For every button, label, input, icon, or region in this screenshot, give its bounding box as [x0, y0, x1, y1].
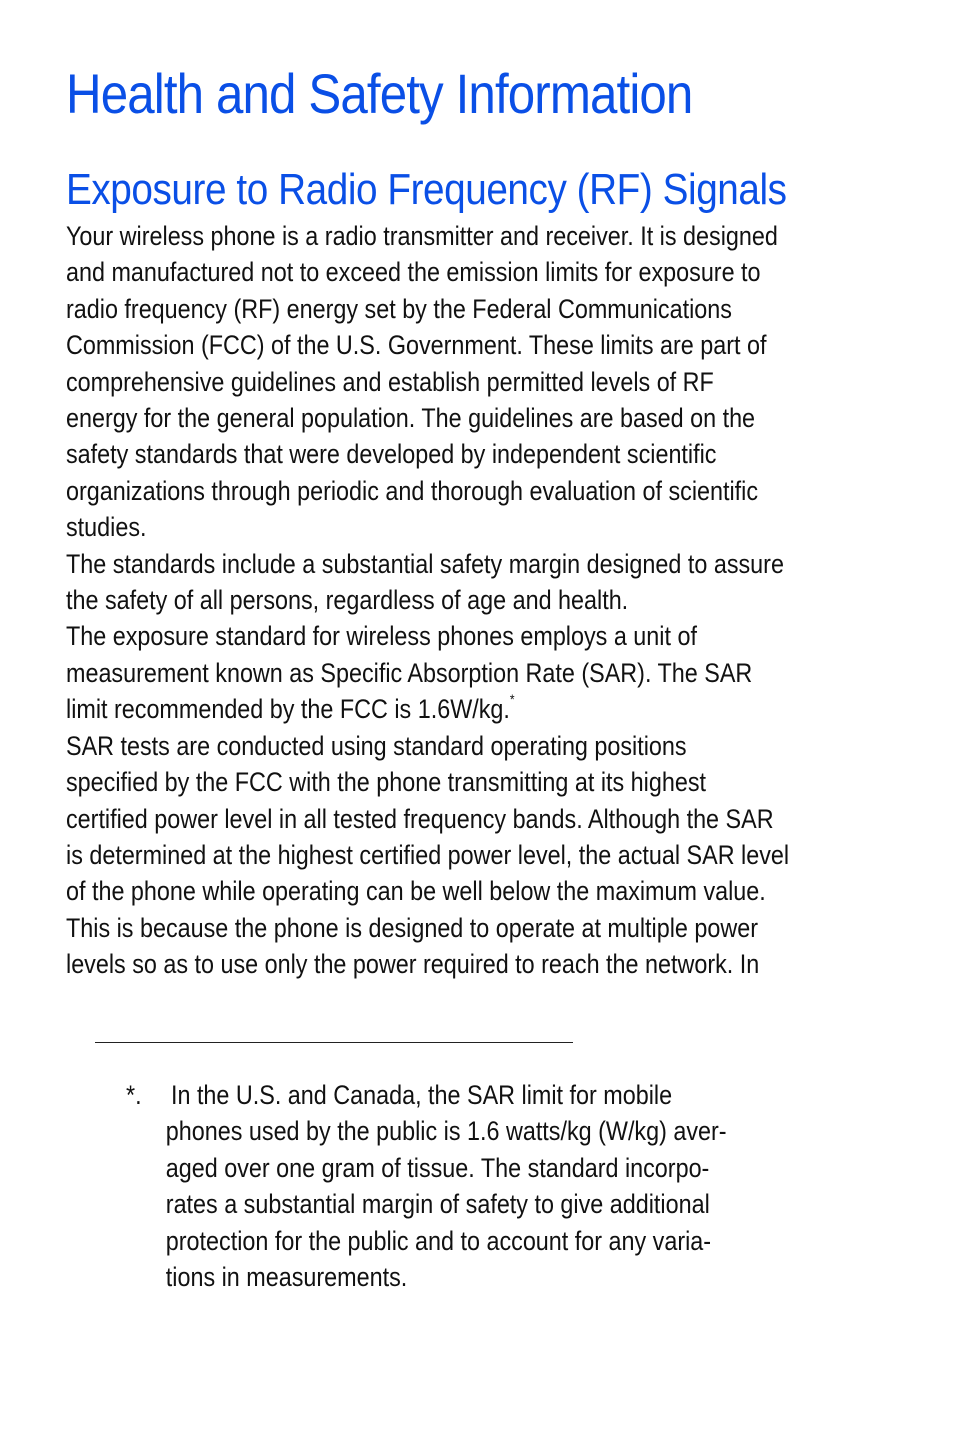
text-line: energy for the general population. The guidelines are based on the [66, 403, 756, 434]
footnote-line: protection for the public and to account for any varia- [165, 1225, 712, 1256]
footnote-first-line [126, 1077, 835, 1113]
footnote-reference: * [509, 691, 515, 708]
text-line: This is because the phone is designed to operate at multiple power [66, 912, 758, 943]
footnote [126, 1077, 835, 1295]
text-line: the safety of all persons, regardless of age and health. [66, 585, 629, 616]
text-line: comprehensive guidelines and establish permitted levels of RF [66, 366, 714, 397]
text-line: studies. [66, 512, 147, 543]
footnote-marker: *. [126, 1080, 142, 1110]
text-line: measurement known as Specific Absorption Rate (SAR). The SAR [66, 657, 753, 688]
footnote-line: In the U.S. and Canada, the SAR limit for mobile [170, 1080, 673, 1110]
text-line: levels so as to use only the power required to reach the network. In [66, 949, 760, 980]
paragraph-sar-standard [66, 618, 862, 727]
text-line: radio frequency (RF) energy set by the Federal Communications [66, 293, 732, 324]
text-line-with-ref [66, 691, 862, 727]
footnote-line: aged over one gram of tissue. The standard incorpo- [165, 1152, 710, 1183]
footnote-divider [95, 1042, 573, 1043]
body-text [66, 218, 862, 983]
text-line: is determined at the highest certified power level, the actual SAR level [66, 839, 790, 870]
text-line: organizations through periodic and thorough evaluation of scientific [66, 475, 759, 506]
text-line: SAR tests are conducted using standard operating positions [66, 730, 687, 761]
text-line: safety standards that were developed by independent scientific [66, 439, 717, 470]
paragraph-rf-overview [66, 218, 862, 546]
paragraph-sar-tests [66, 728, 862, 983]
text-line: specified by the FCC with the phone transmitting at its highest [66, 767, 707, 798]
text-line: and manufactured not to exceed the emission limits for exposure to [66, 257, 761, 288]
paragraph-safety-margin [66, 546, 862, 619]
text-line: limit recommended by the FCC is 1.6W/kg. [66, 694, 510, 725]
text-line: of the phone while operating can be well below the maximum value. [66, 876, 766, 907]
footnote-line: rates a substantial margin of safety to give additional [165, 1189, 710, 1220]
text-line: The exposure standard for wireless phones employs a unit of [66, 621, 697, 652]
section-heading: Exposure to Radio Frequency (RF) Signals [66, 165, 787, 214]
text-line: Commission (FCC) of the U.S. Government. These limits are part of [66, 330, 767, 361]
text-line: Your wireless phone is a radio transmitter and receiver. It is designed [66, 221, 778, 251]
page-title: Health and Safety Information [66, 62, 693, 125]
footnote-line: tions in measurements. [165, 1262, 408, 1293]
text-line: The standards include a substantial safety margin designed to assure [66, 548, 784, 579]
footnote-line: phones used by the public is 1.6 watts/kg (W/kg) aver- [165, 1116, 727, 1147]
text-line: certified power level in all tested frequency bands. Although the SAR [66, 803, 774, 834]
